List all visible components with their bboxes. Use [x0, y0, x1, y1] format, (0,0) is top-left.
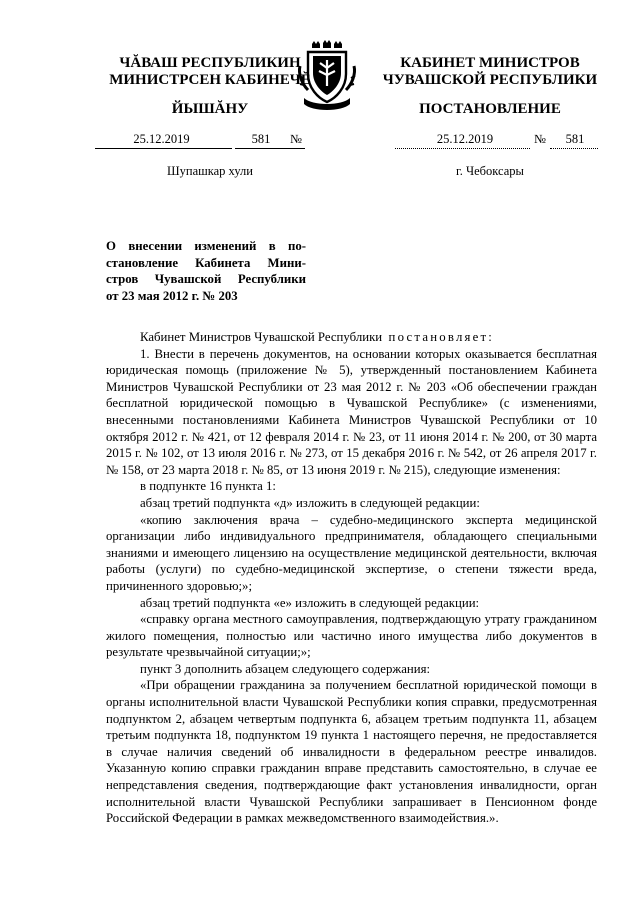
- title-line-3: стров Чувашской Республики: [106, 272, 306, 286]
- document-title: [106, 238, 306, 304]
- left-date-underline: [95, 148, 232, 149]
- right-number-sign: №: [534, 132, 546, 146]
- title-line-2: становление Кабинета Мини-: [106, 255, 306, 270]
- header-left-line1: ЧĂВАШ РЕСПУБЛИКИН: [119, 55, 301, 71]
- right-city: г. Чебоксары: [456, 164, 524, 178]
- right-number-underline: [550, 148, 598, 149]
- left-date: 25.12.2019: [133, 132, 190, 146]
- header-right-doctype: ПОСТАНОВЛЕНИЕ: [419, 101, 561, 117]
- body-intro-decree: постановляет:: [388, 330, 495, 344]
- body-paragraph-7: пункт 3 дополнить абзацем следующего содержания:: [140, 661, 431, 676]
- body-paragraph-5: абзац третий подпункта «е» изложить в следующей редакции:: [140, 595, 480, 610]
- right-date-underline: [395, 148, 530, 149]
- header-left-line2: МИНИСТРСЕН КАБИНЕЧĔ: [109, 72, 311, 88]
- left-number-sign: №: [290, 132, 302, 146]
- coat-of-arms-emblem: [296, 40, 358, 112]
- title-line-1: О внесении изменений в по-: [106, 239, 306, 253]
- body-paragraph-4: «копию заключения врача – судебно-медицинского эксперта медицинской организации либо индивидуального предпринимателя, обладающего специальными знаниями и имеющего лицензию на осуществление медицинской деятельности, включая работы (услуги) по судебно-медицинской экспертизе, о степени тяжести вреда, причиненного здоровью;»;: [106, 512, 597, 593]
- left-number-underline: [235, 148, 305, 149]
- body-paragraph-8: «При обращении гражданина за получением бесплатной юридической помощи в органы исполнительной власти Чувашской Республики копия справки, предусмотренная подпунктом 2, абзацем четвертым подпункта 6, абзацем третьим подпункта 11, абзацем третьим подпункта 18, подпунктом 19 пункта 1 настоящего перечня, не предоставляется в случае наличия сведений об инвалидности в федеральном реестре инвалидов. Указанную копию справки гражданин вправе представить самостоятельно, в случае ее непредставления сведения, подтверждающие факт установления инвалидности, орган исполнительной власти Чувашской Республики запрашивает в Пенсионном фонде Российской Федерации в рамках межведомственного взаимодействия.».: [106, 678, 597, 826]
- body-paragraph-3: абзац третий подпункта «д» изложить в следующей редакции:: [140, 495, 480, 510]
- document-body: [106, 329, 597, 827]
- body-intro-text: Кабинет Министров Чувашской Республики: [140, 330, 383, 344]
- body-paragraph-6: «справку органа местного самоуправления, подтверждающую утрату гражданином жилого помещения, полностью или частично иного имущества либо документов в результате чрезвычайной ситуации;»;: [106, 612, 597, 660]
- header-left-doctype: ЙЫШĂНУ: [171, 101, 249, 117]
- header-right-line2: ЧУВАШСКОЙ РЕСПУБЛИКИ: [382, 72, 598, 88]
- left-city: Шупашкар хули: [167, 164, 253, 178]
- right-date: 25.12.2019: [436, 132, 494, 146]
- title-line-4: от 23 мая 2012 г. № 203: [106, 288, 238, 303]
- header-right-line1: КАБИНЕТ МИНИСТРОВ: [400, 55, 580, 71]
- left-number: 581: [251, 132, 271, 146]
- body-paragraph-1: 1. Внести в перечень документов, на основании которых оказывается бесплатная юридическая помощь (приложение № 5), утвержденный постановлением Кабинета Министров Чувашской Республики от 23 мая 2012 г. № 203 «Об обеспечении граждан бесплатной юридической помощью в Чувашской Республике» (с изменениями, внесенными постановлениями Кабинета Министров Чувашской Республики от 10 октября 2012 г. № 421, от 12 февраля 2014 г. № 23, от 11 июня 2014 г. № 200, от 30 марта 2015 г. № 102, от 13 июля 2016 г. № 273, от 15 декабря 2016 г. № 542, от 26 апреля 2017 г. № 158, от 23 марта 2018 г. № 85, от 13 июня 2019 г. № 215), следующие изменения:: [106, 346, 597, 477]
- body-intro: [106, 329, 597, 346]
- chuvash-emblem-icon: [296, 40, 358, 112]
- body-paragraph-2: в подпункте 16 пункта 1:: [140, 479, 276, 494]
- header-right: [370, 55, 610, 89]
- right-number: 581: [565, 132, 585, 146]
